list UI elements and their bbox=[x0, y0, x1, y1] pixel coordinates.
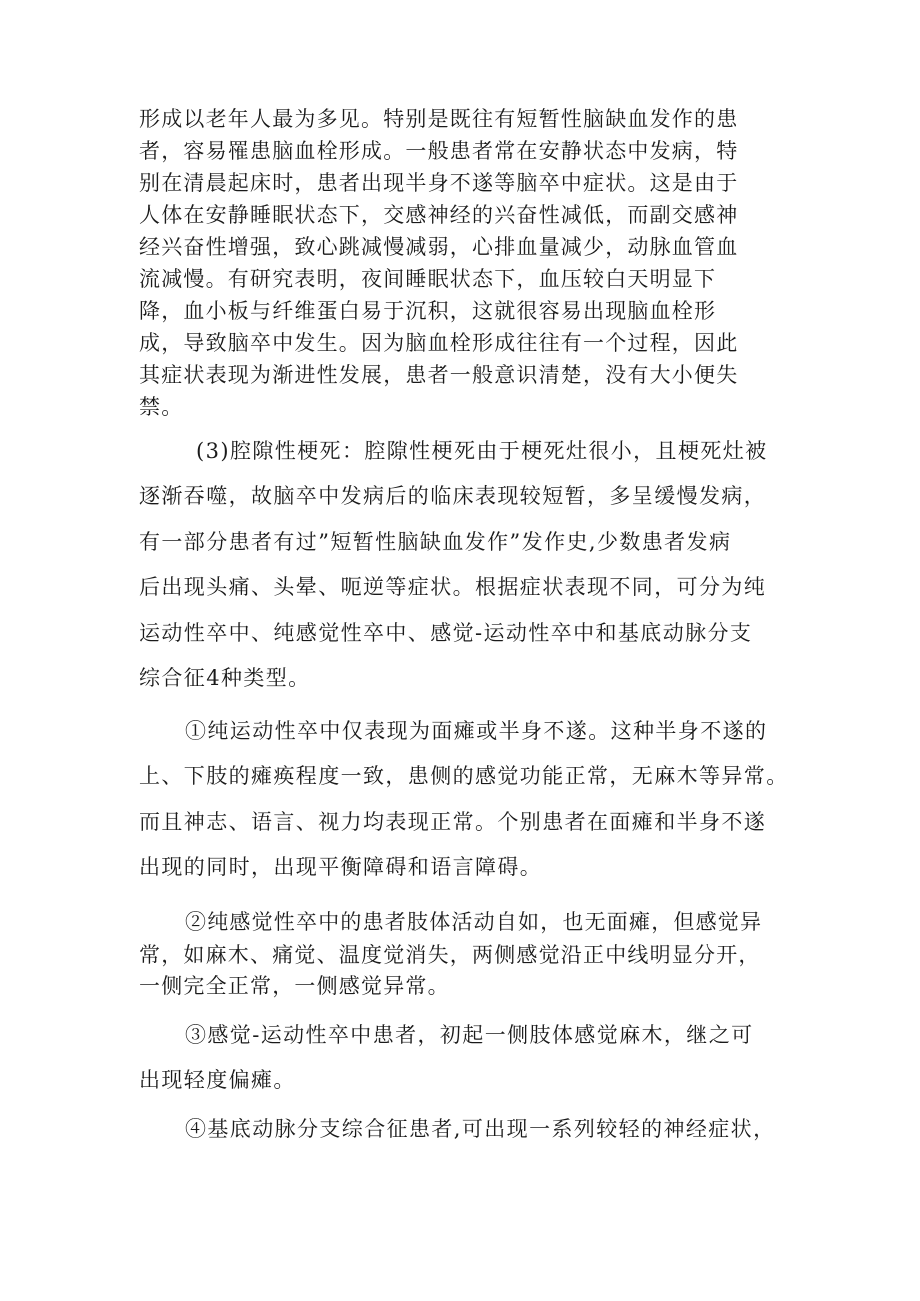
text-line: 别在清晨起床时，患者出现半身不遂等脑卒中症状。这是由于 bbox=[139, 171, 739, 195]
text-line: 流减慢。有研究表明，夜间睡眠状态下，血压较白天明显下 bbox=[139, 267, 717, 291]
text-line: 出现轻度偏瘫。 bbox=[139, 1068, 296, 1092]
text-line: 人体在安静睡眠状态下，交感神经的兴奋性减低，而副交感神 bbox=[139, 203, 739, 227]
text-line: 综合征4种类型。 bbox=[139, 666, 311, 690]
text-line: ④基底动脉分支综合征患者,可出现一系列较轻的神经症状， bbox=[185, 1117, 776, 1141]
text-line: ②纯感觉性卒中的患者肢体活动自如，也无面瘫，但感觉异 bbox=[185, 910, 763, 934]
text-line: 运动性卒中、纯感觉性卒中、感觉-运动性卒中和基底动脉分支 bbox=[139, 621, 753, 645]
text-line: 上、下肢的瘫痪程度一致，患侧的感觉功能正常，无麻木等异常。 bbox=[139, 764, 789, 788]
text-line: 其症状表现为渐进性发展，患者一般意识清楚，没有大小便失 bbox=[139, 363, 739, 387]
text-line: ①纯运动性卒中仅表现为面瘫或半身不遂。这种半身不遂的 bbox=[185, 719, 768, 743]
text-line: 后出现头痛、头晕、呃逆等症状。根据症状表现不同，可分为纯 bbox=[139, 575, 767, 599]
text-line: 形成以老年人最为多见。特别是既往有短暂性脑缺血发作的患 bbox=[139, 107, 739, 131]
text-line: 成，导致脑卒中发生。因为脑血栓形成往往有一个过程，因此 bbox=[139, 331, 739, 355]
text-line: 逐渐吞噬，故脑卒中发病后的临床表现较短暂，多呈缓慢发病， bbox=[139, 484, 767, 508]
text-line: 常，如麻木、痛觉、温度觉消失，两侧感觉沿正中线明显分开， bbox=[139, 943, 761, 967]
text-line: 一侧完全正常，一侧感觉异常。 bbox=[139, 974, 450, 998]
text-line: ③感觉-运动性卒中患者，初起一侧肢体感觉麻木，继之可 bbox=[185, 1023, 754, 1047]
text-line: 禁。 bbox=[139, 395, 184, 419]
text-line: 经兴奋性增强，致心跳减慢减弱，心排血量减少，动脉血管血 bbox=[139, 235, 739, 259]
text-line: 出现的同时，出现平衡障碍和语言障碍。 bbox=[139, 855, 543, 879]
text-line: 而且神志、语言、视力均表现正常。个别患者在面瘫和半身不遂 bbox=[139, 810, 767, 834]
section-heading-line: (3)腔隙性梗死：腔隙性梗死由于梗死灶很小，且梗死灶被 bbox=[196, 439, 768, 463]
text-line: 降，血小板与纤维蛋白易于沉积，这就很容易出现脑血栓形 bbox=[139, 299, 717, 323]
text-line: 者，容易罹患脑血栓形成。一般患者常在安静状态中发病，特 bbox=[139, 139, 739, 163]
text-line: 有一部分患者有过”短暂性脑缺血发作”发作史,少数患者发病 bbox=[139, 530, 732, 554]
